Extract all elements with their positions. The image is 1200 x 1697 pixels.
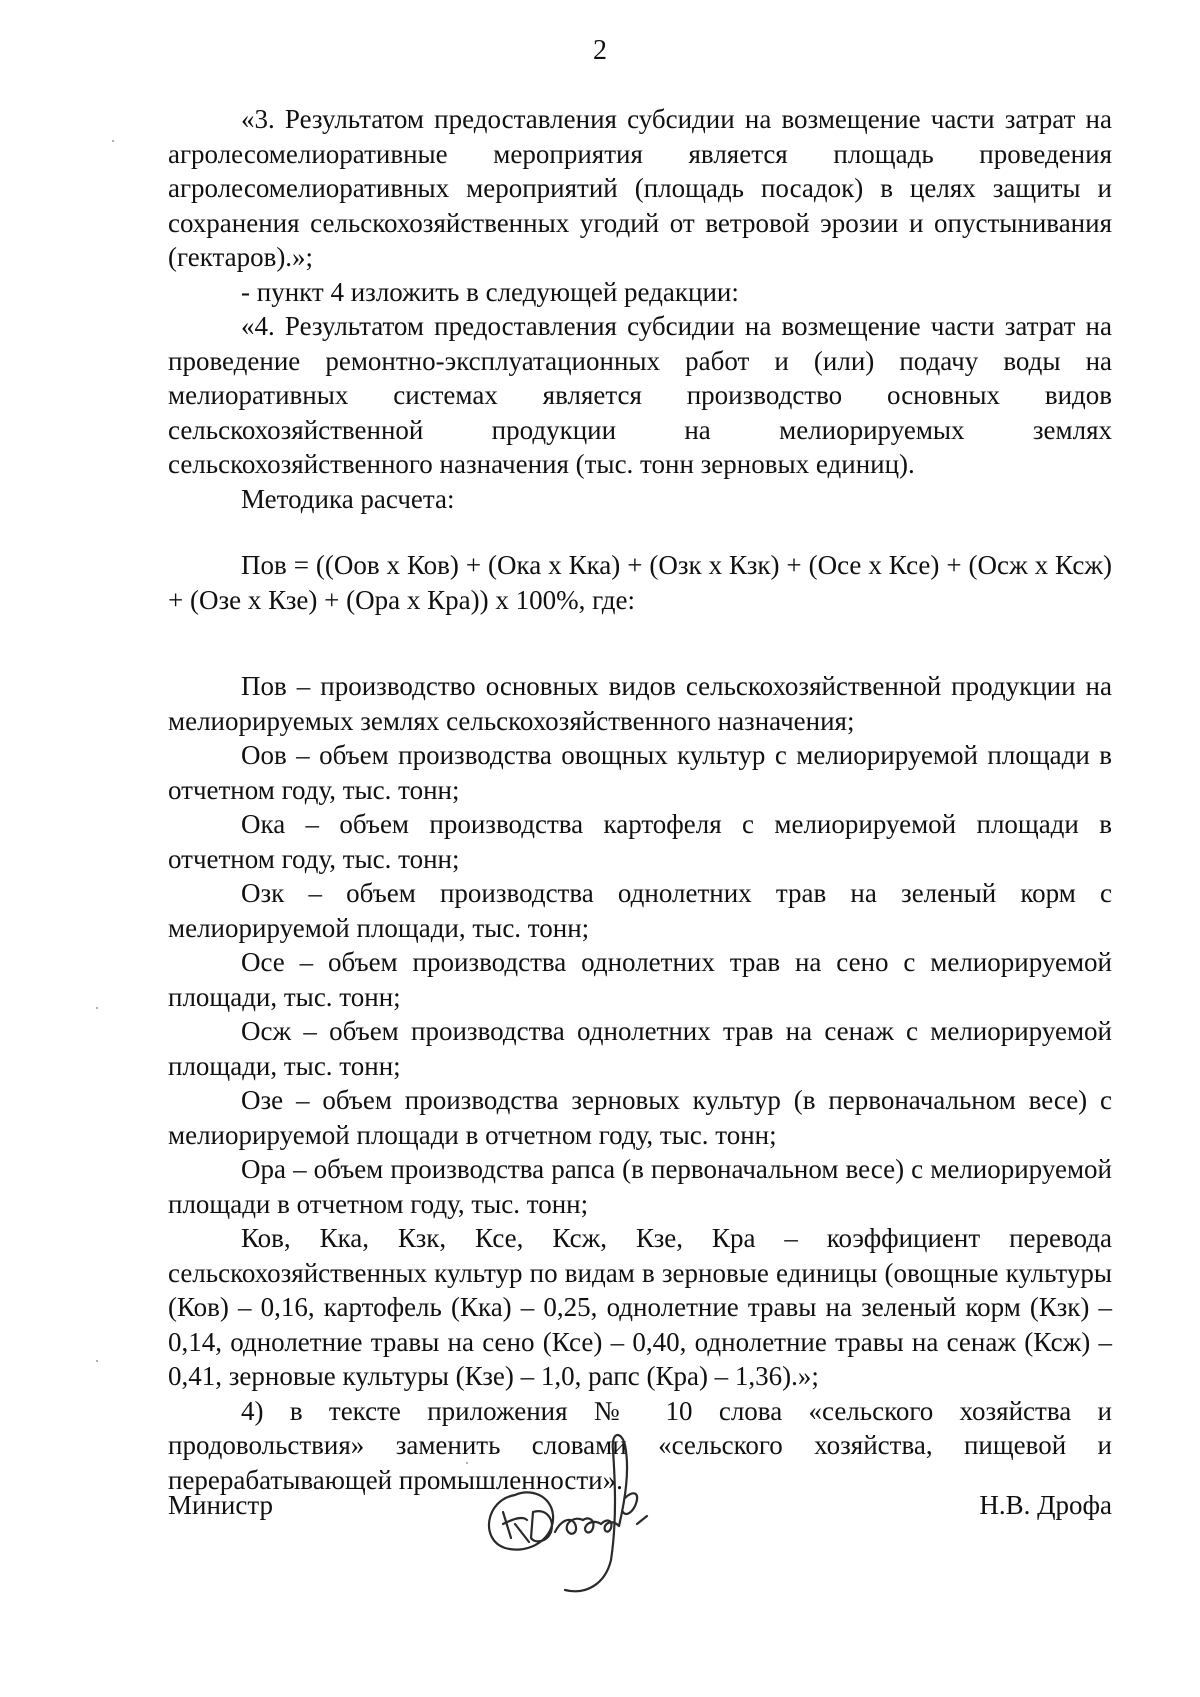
definition-pov: Пов – производство основных видов сельскохозяйственной продукции на мелиорируемых землях сельскохозяйственного назначения; bbox=[168, 671, 1112, 736]
definition-oka: Ока – объем производства картофеля с мелиорируемой площади в отчетном году, тыс. тонн; bbox=[168, 809, 1112, 874]
definition-ozk: Озк – объем производства однолетних трав на зеленый корм с мелиорируемой площади, тыс. тонн; bbox=[168, 878, 1112, 943]
paragraph-item-4-intro: - пункт 4 изложить в следующей редакции: bbox=[241, 276, 739, 307]
scan-speck bbox=[112, 140, 114, 142]
paragraph-result-4: «4. Результатом предоставления субсидии на возмещение части затрат на проведение ремонтно-эксплуатационных работ и (или) подачу воды на мелиоративных системах является производство основных видов сельскохозяйственной продукции на мелиорируемых землях сельскохозяйственного назначения (тыс. тонн зерновых единиц). bbox=[168, 311, 1112, 479]
page-number: 2 bbox=[593, 35, 607, 66]
paragraph-methodology-heading: Методика расчета: bbox=[241, 483, 455, 514]
paragraph-amendment-4: 4) в тексте приложения № 10 слова «сельского хозяйства и продовольствия» заменить словами «сельского хозяйства, пищевой и перерабатывающей промышленности». bbox=[168, 1395, 1112, 1495]
definition-oov: Оов – объем производства овощных культур с мелиорируемой площади в отчетном году, тыс. тонн; bbox=[168, 740, 1112, 805]
scan-speck bbox=[466, 1462, 468, 1464]
definition-coefficients: Ков, Кка, Кзк, Ксе, Ксж, Кзе, Кра – коэффициент перевода сельскохозяйственных культур по видам в зерновые единицы (овощные культуры (Ков) – 0,16, картофель (Кка) – 0,25, однолетние травы на зеленый корм (Кзк) – 0,14, однолетние травы на сено (Ксе) – 0,40, однолетние травы на сенаж (Ксж) – 0,41, зерновые культуры (Кзе) – 1,0, рапс (Кра) – 1,36).»; bbox=[168, 1223, 1112, 1391]
scan-speck bbox=[96, 1007, 98, 1009]
definition-ora: Ора – объем производства рапса (в первоначальном весе) с мелиорируемой площади в отчетном году, тыс. тонн; bbox=[168, 1154, 1112, 1219]
scan-speck bbox=[96, 1360, 98, 1362]
definition-oszh: Осж – объем производства однолетних трав на сенаж с мелиорируемой площади, тыс. тонн; bbox=[168, 1016, 1112, 1081]
handwritten-signature bbox=[475, 1420, 715, 1605]
paragraph-result-3: «3. Результатом предоставления субсидии на возмещение части затрат на агролесомелиоративные мероприятия является площадь проведения агролесомелиоративных мероприятий (площадь посадок) в целях защиты и сохранения сельскохозяйственных угодий от ветровой эрозии и опустынивания (гектаров).»; bbox=[168, 104, 1112, 272]
calculation-formula: Пов = ((Оов х Ков) + (Ока х Кка) + (Озк х Кзк) + (Осе х Ксе) + (Осж х Ксж) + (Озе х Кзе) + (Ора х Кра)) х 100%, где: bbox=[168, 550, 1112, 615]
signatory-name: Н.В. Дрофа bbox=[979, 1490, 1112, 1520]
signatory-title: Министр bbox=[168, 1490, 273, 1520]
document-body bbox=[168, 102, 1112, 1497]
definition-ose: Осе – объем производства однолетних трав на сено с мелиорируемой площади, тыс. тонн; bbox=[168, 947, 1112, 1012]
definition-oze: Озе – объем производства зерновых культур (в первоначальном весе) с мелиорируемой площади в отчетном году, тыс. тонн; bbox=[168, 1085, 1112, 1150]
